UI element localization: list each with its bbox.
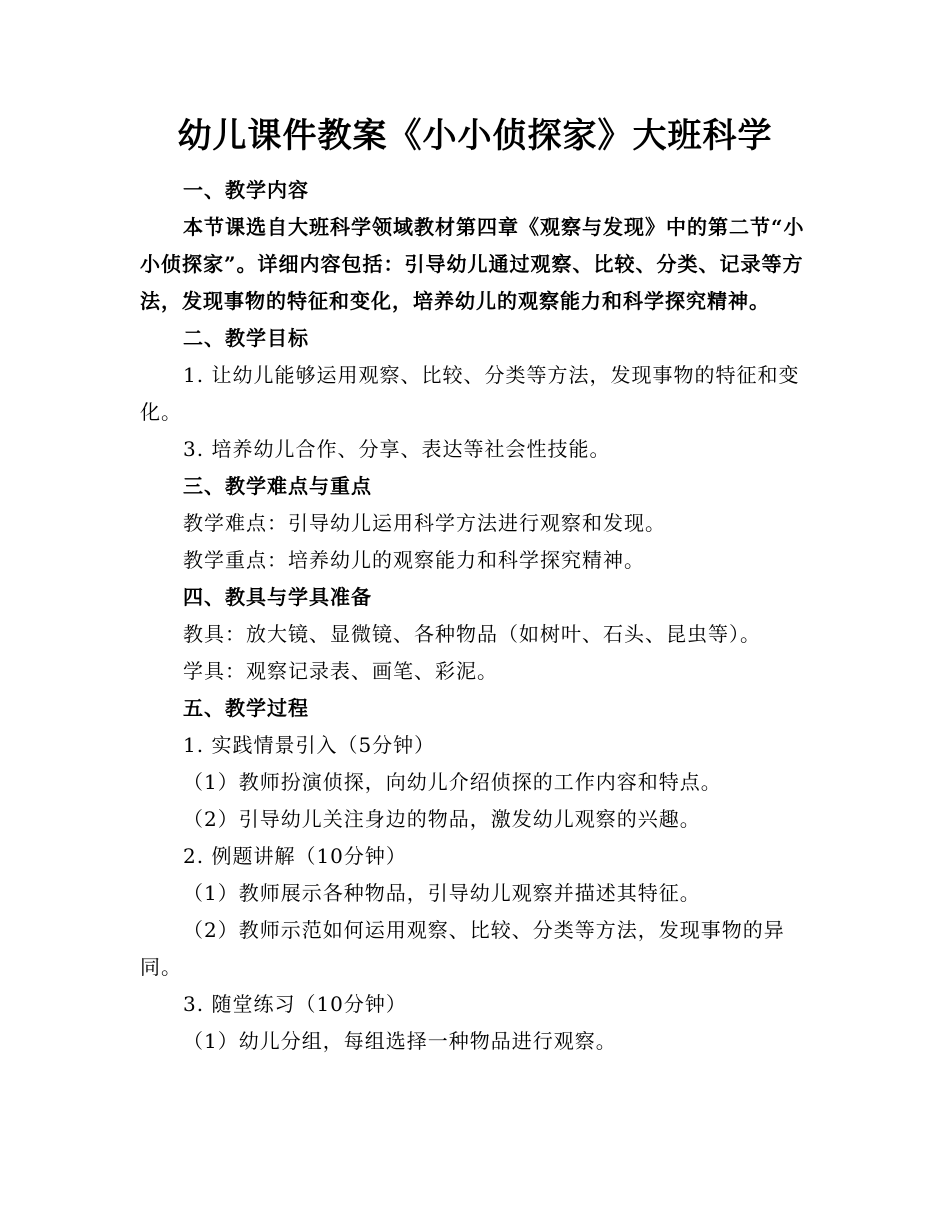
section-heading-materials: 四、教具与学具准备 [183, 585, 372, 609]
section-heading-content: 一、教学内容 [183, 178, 309, 202]
section-body-content: 本节课选自大班科学领域教材第四章《观察与发现》中的第二节“小小侦探家”。详细内容包括：引导幼儿通过观察、比较、分类、记录等方法，发现事物的特征和变化，培养幼儿的观察能力和科学探究精神。 [140, 215, 805, 313]
section-heading-goals: 二、教学目标 [183, 326, 309, 350]
difficulty-text: 教学难点：引导幼儿运用科学方法进行观察和发现。 [183, 511, 666, 535]
process-step-2b: （2）教师示范如何运用观察、比较、分类等方法，发现事物的异同。 [140, 918, 785, 979]
process-step-3: 3. 随堂练习（10分钟） [183, 992, 407, 1016]
key-point-text: 教学重点：培养幼儿的观察能力和科学探究精神。 [183, 548, 645, 572]
section-heading-difficulty: 三、教学难点与重点 [183, 474, 372, 498]
process-step-1a: （1）教师扮演侦探，向幼儿介绍侦探的工作内容和特点。 [183, 770, 722, 794]
process-step-3a: （1）幼儿分组，每组选择一种物品进行观察。 [183, 1029, 617, 1053]
goal-item-3: 3. 培养幼儿合作、分享、表达等社会性技能。 [183, 437, 611, 461]
process-step-1: 1. 实践情景引入（5分钟） [183, 733, 436, 757]
process-step-2a: （1）教师展示各种物品，引导幼儿观察并描述其特征。 [183, 881, 701, 905]
student-materials: 学具：观察记录表、画笔、彩泥。 [183, 659, 498, 683]
teacher-materials: 教具：放大镜、显微镜、各种物品（如树叶、石头、昆虫等）。 [183, 622, 761, 646]
section-heading-process: 五、教学过程 [183, 696, 309, 720]
process-step-1b: （2）引导幼儿关注身边的物品，激发幼儿观察的兴趣。 [183, 807, 701, 831]
goal-item-1: 1. 让幼儿能够运用观察、比较、分类等方法，发现事物的特征和变化。 [140, 363, 800, 424]
process-step-2: 2. 例题讲解（10分钟） [183, 844, 407, 868]
document-title: 幼儿课件教案《小小侦探家》大班科学 [177, 116, 773, 156]
